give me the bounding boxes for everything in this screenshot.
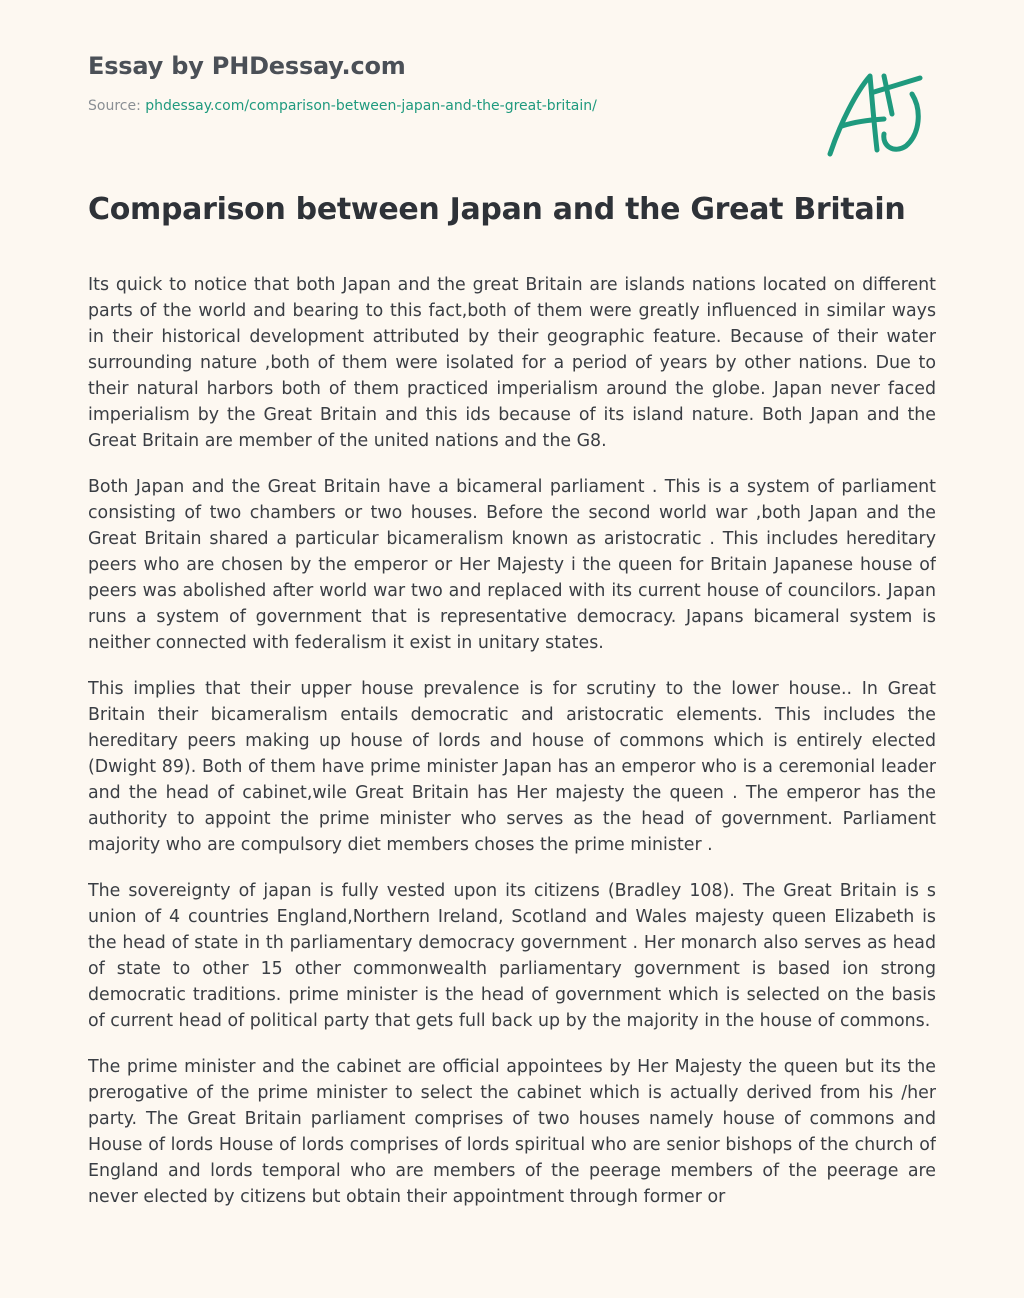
essay-paragraph: The prime minister and the cabinet are official appointees by Her Majesty the queen but its the prerogative of the prime minister to select the cabinet which is actually derived from his /her party. The Great Britain parliament comprises of two houses namely house of commons and House of lords House of lords comprises of lords spiritual who are senior bishops of the church of England and lords temporal who are members of the peerage members of the peerage are never elected by citizens but obtain their appointment through former or — [88, 1057, 936, 1207]
essay-paragraph: Both Japan and the Great Britain have a bicameral parliament . This is a system of parliament consisting of two chambers or two houses. Before the second world war ,both Japan and the Great Britain shared a particular bicameralism known as aristocratic . This includes hereditary peers who are chosen by the emperor or Her Majesty i the queen for Britain Japanese house of peers was abolished after world war two and replaced with its current house of councilors. Japan runs a system of government that is representative democracy. Japans bicameral system is neither connected with federalism it exist in unitary states. — [88, 477, 936, 653]
site-title: Essay by PHDessay.com — [88, 52, 406, 80]
source-label: Source: — [88, 98, 141, 114]
essay-paragraph: This implies that their upper house prevalence is for scrutiny to the lower house.. In Great Britain their bicameralism entails democratic and aristocratic elements. This includes the hereditary peers making up house of lords and house of commons which is entirely elected (Dwight 89). Both of them have prime minister Japan has an emperor who is a ceremonial leader and the head of cabinet,wile Great Britain has Her majesty the queen . The emperor has the authority to appoint the prime minister who serves as the head of government. Parliament majority who are compulsory diet members choses the prime minister . — [88, 679, 936, 855]
a-plus-logo-icon — [822, 64, 932, 164]
essay-paragraph: Its quick to notice that both Japan and the great Britain are islands nations located on different parts of the world and bearing to this fact,both of them were greatly influenced in similar ways in their historical development attributed by their geographic feature. Because of their water surrounding nature ,both of them were isolated for a period of years by other nations. Due to their natural harbors both of them practiced imperialism around the globe. Japan never faced imperialism by the Great Britain and this ids because of its island nature. Both Japan and the Great Britain are member of the united nations and the G8. — [88, 275, 936, 451]
source-line — [88, 96, 788, 116]
essay-body — [88, 272, 936, 1298]
essay-title: Comparison between Japan and the Great Britain — [88, 192, 906, 227]
essay-paragraph: The sovereignty of japan is fully vested upon its citizens (Bradley 108). The Great Britain is s union of 4 countries England,Northern Ireland, Scotland and Wales majesty queen Elizabeth is the head of state in th parliamentary democracy government . Her monarch also serves as head of state to other 15 other commonwealth parliamentary government is based ion strong democratic traditions. prime minister is the head of government which is selected on the basis of current head of political party that gets full back up by the majority in the house of commons. — [88, 881, 936, 1031]
source-link[interactable]: phdessay.com/comparison-between-japan-and-the-great-britain/ — [145, 98, 597, 114]
header — [88, 50, 788, 116]
